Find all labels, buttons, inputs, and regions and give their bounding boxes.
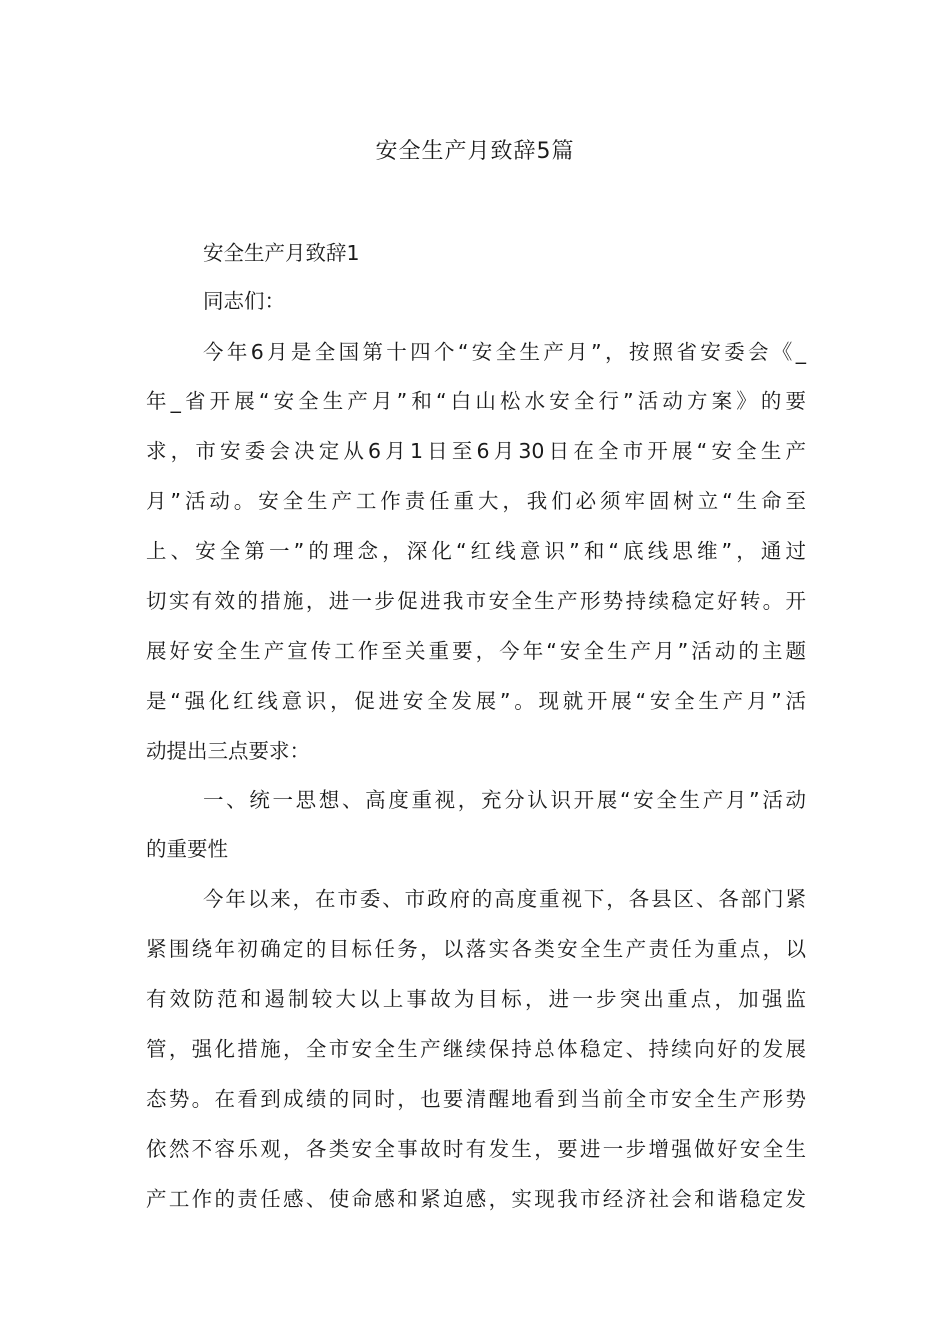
paragraph-line: 是“强化红线意识，促进安全发展”。现就开展“安全生产月”活 — [146, 689, 806, 713]
paragraph-line: 动提出三点要求： — [146, 739, 310, 763]
paragraph-line: 管，强化措施，全市安全生产继续保持总体稳定、持续向好的发展 — [146, 1037, 806, 1061]
paragraph-line: 今年6月是全国第十四个“安全生产月”，按照省安委会《_ — [203, 340, 806, 364]
paragraph-line: 展好安全生产宣传工作至关重要，今年“安全生产月”活动的主题 — [146, 639, 806, 663]
heading-line: 的重要性 — [146, 837, 228, 861]
paragraph-line: 求，市安委会决定从6月1日至6月30日在全市开展“安全生产 — [146, 439, 806, 463]
paragraph-line: 切实有效的措施，进一步促进我市安全生产形势持续稳定好转。开 — [146, 589, 806, 613]
document-title: 安全生产月致辞5篇 — [375, 139, 575, 164]
paragraph-line: 月”活动。安全生产工作责任重大，我们必须牢固树立“生命至 — [146, 489, 806, 513]
section-heading: 安全生产月致辞1 — [203, 241, 360, 265]
paragraph-line: 上、安全第一”的理念，深化“红线意识”和“底线思维”，通过 — [146, 539, 806, 563]
paragraph-line: 年_省开展“安全生产月”和“白山松水安全行”活动方案》的要 — [146, 389, 806, 413]
paragraph-line: 紧围绕年初确定的目标任务，以落实各类安全生产责任为重点，以 — [146, 937, 806, 961]
heading-line: 一、统一思想、高度重视，充分认识开展“安全生产月”活动 — [203, 788, 806, 812]
paragraph-line: 今年以来，在市委、市政府的高度重视下，各县区、各部门紧 — [203, 887, 806, 911]
paragraph-line: 有效防范和遏制较大以上事故为目标，进一步突出重点，加强监 — [146, 987, 806, 1011]
salutation: 同志们： — [203, 289, 285, 313]
paragraph-line: 产工作的责任感、使命感和紧迫感，实现我市经济社会和谐稳定发 — [146, 1187, 806, 1211]
paragraph-line: 态势。在看到成绩的同时，也要清醒地看到当前全市安全生产形势 — [146, 1087, 806, 1111]
paragraph-line: 依然不容乐观，各类安全事故时有发生，要进一步增强做好安全生 — [146, 1137, 806, 1161]
